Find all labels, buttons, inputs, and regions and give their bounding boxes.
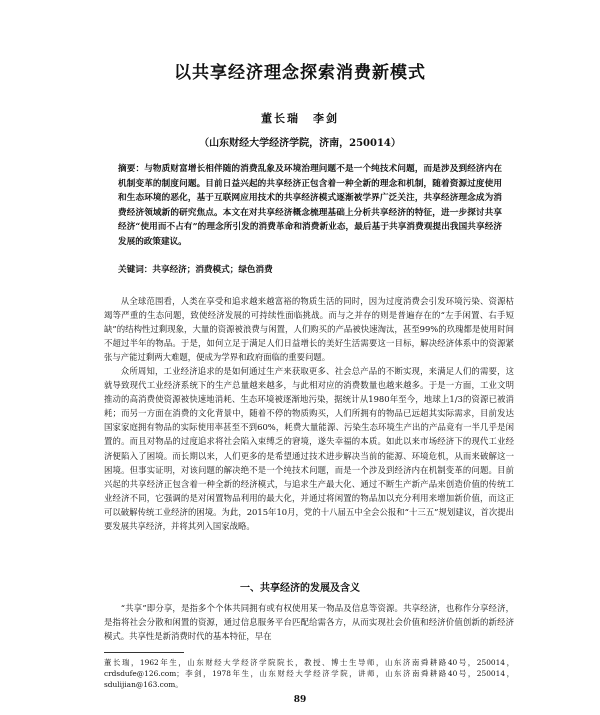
page-number: 89 xyxy=(293,695,307,705)
keywords-text: 共享经济；消费模式；绿色消费 xyxy=(152,265,273,275)
footnote-divider xyxy=(104,652,184,653)
body-paragraph-1: 从全球范围看，人类在享受和追求越来越富裕的物质生活的同时，因为过度消费会引发环境污染、资源枯竭等严重的生态问题，致使经济发展的可持续性面临挑战。而与之并存的则是普遍存在的“左手闲置、右手短缺”的结构性过剩现象，大量的资源被浪费与闲置，人们购买的产品被快速淘汰，甚至99%的玖瑰都是使用时间不超过半年的物品。于是，如何立足于满足人们日益增长的美好生活需要这一目标，解决经济体系中的资源紧张与产能过剩两大难题，便成为学界和政府面临的重要问题。 xyxy=(104,296,514,363)
body-paragraph-3: “共享”即分享，是指多个个体共同拥有或有权使用某一物品及信息等资源。共享经济，也称作分享经济，是指将社会分散和闲置的资源，通过信息服务平台匹配给需各方，从而实现社会价值和经济价值创新的新经济模式。共享性是新消费时代的基本特征，早在 xyxy=(104,603,514,642)
abstract-text: 与物质财富增长相伴随的消费乱象及环境治理问题不是一个纯技术问题，而是涉及到经济内在机制变革的制度问题。目前日益兴起的共享经济正包含着一种全新的理念和机制，随着资源过度使用和生态环境的恶化，基于互联网应用技术的共享经济模式逐渐被学界广泛关注，共享经济理念成为消费经济领域新的研究焦点。本文在对共享经济概念梳理基础上分析共享经济的特征，进一步探讨共享经济“使用而不占有”的理念所引发的消费革命和消费新业态，最后基于共享消费观提出我国共享经济发展的政策建议。 xyxy=(118,164,502,247)
keywords-label: 关键词： xyxy=(118,265,153,275)
paper-title: 以共享经济理念探索消费新模式 xyxy=(174,63,426,83)
section-heading: 一、共享经济的发展及含义 xyxy=(240,583,360,594)
abstract-label: 摘要： xyxy=(118,164,145,174)
keywords xyxy=(118,263,502,277)
abstract xyxy=(118,162,502,250)
author-footnote: 董长瑞，1962年生，山东财经大学经济学院院长，教授、博士生导师，山东济南舜耕路40号，250014，crdsdufe@126.com；李剑，1978年生，山东财经大学经济学院，讲师，山东济南舜耕路40号，250014，sdulijian@163.com。 xyxy=(104,658,514,690)
body-paragraph-2: 众所周知，工业经济追求的是如何通过生产来获取更多、社会总产品的不断实现，来满足人们的需要，这就导致现代工业经济系统下的生产总量越来越多，与此相对应的消费数量也越来越多。于是一方面，工业文明推动的高消费使资源被快速地消耗、生态环境被逐渐地污染，据统计从1980年至今，地球上1/3的资源已被消耗；而另一方面在消费的文化背景中，随着不停的物质购买，人们所拥有的物品已远超其实际需求，目前发达国家家庭拥有物品的实际使用率甚至不到60%，耗费大量能源、污染生态环境生产出的产品竟有一半几乎是闲置的。而且对物品的过度追求将社会陷入束缚乏的窘境，遂失幸福的本质。如此以来市场经济下的现代工业经济便陷入了困境。而长期以来，人们更多的是希望通过技术进步解决当前的能源、环境危机，从而来破解这一困境。但事实证明，对该问题的解决绝不是一个纯技术问题，而是一个涉及到经济内在机制变革的问题。目前兴起的共享经济正包含着一种全新的经济模式，与追求生产最大化、通过不断生产新产品来创造价值的传统工业经济不同，它强调的是对闲置物品利用的最大化，并通过将闲置的物品加以充分利用来增加新价值，而这正可以破解传统工业经济的困境。为此，2015年10月，党的十八届五中全会公报和“十三五”规划建议，首次提出要发展共享经济，并将其列入国家战略。 xyxy=(104,366,514,532)
author-names: 董长瑞 李剑 xyxy=(261,112,339,125)
author-affiliation: （山东财经大学经济学院，济南，250014） xyxy=(199,138,401,149)
